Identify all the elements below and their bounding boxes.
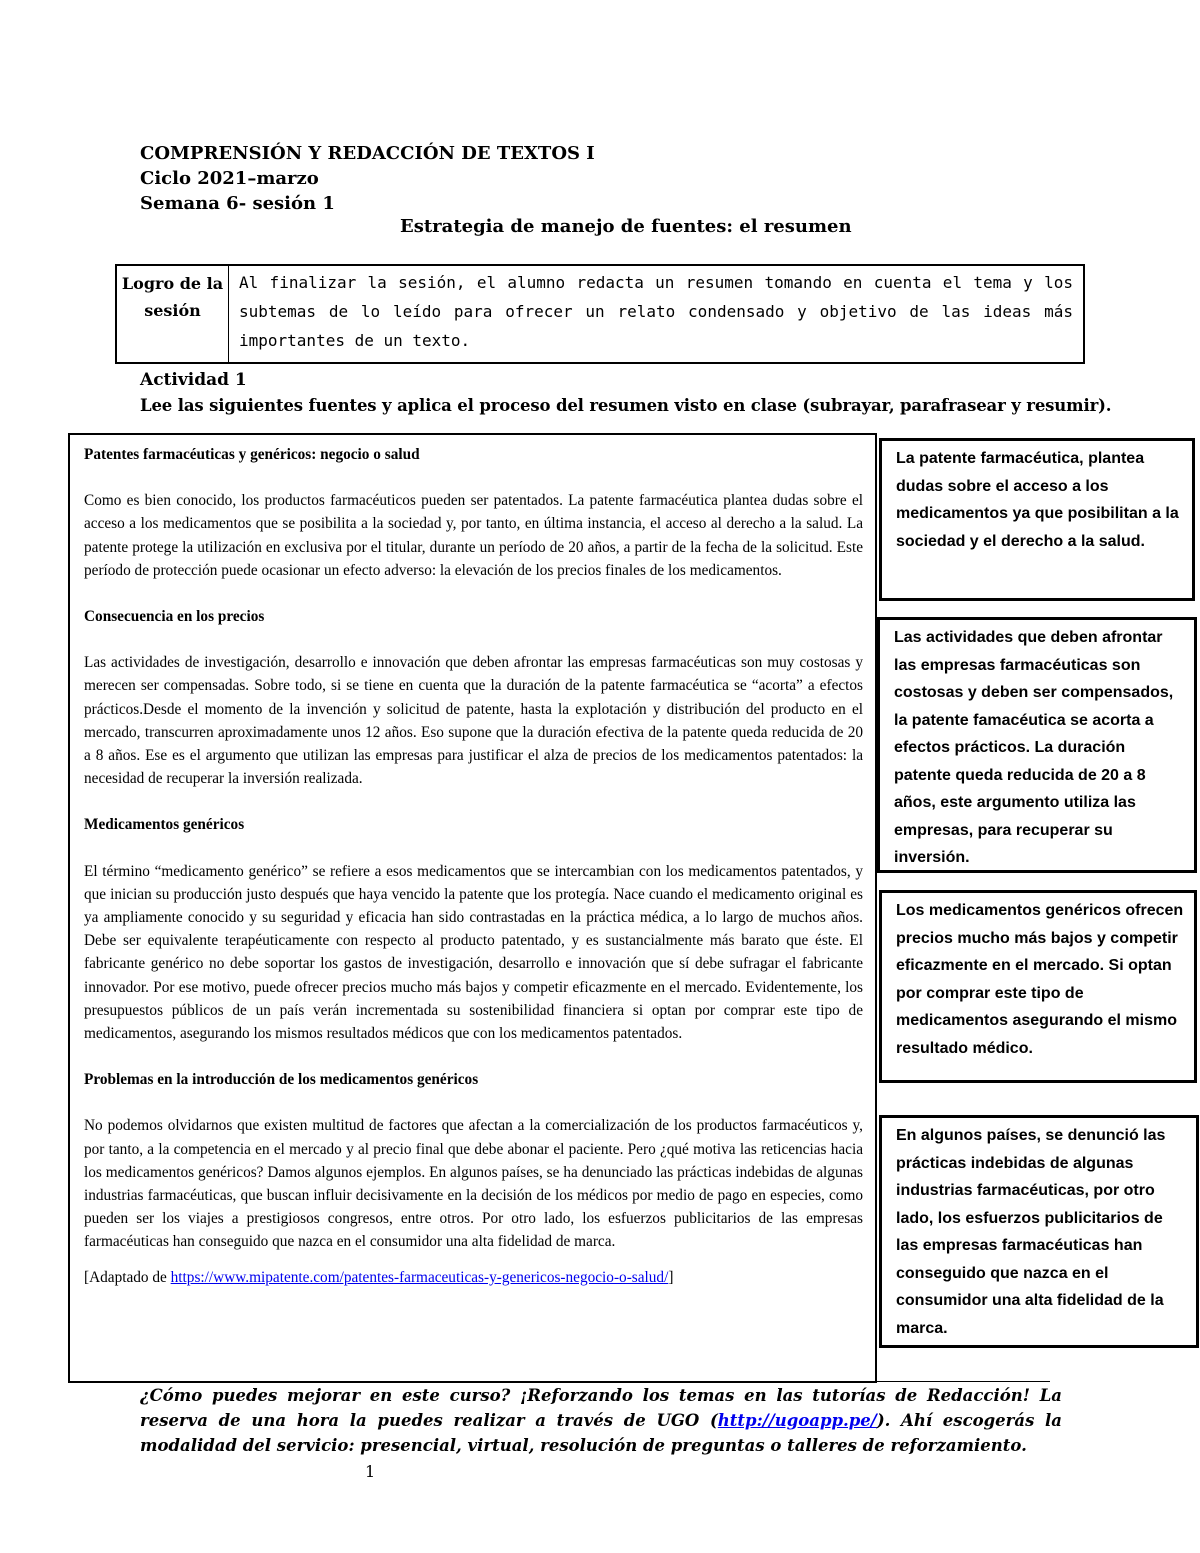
- article-paragraph: Las actividades de investigación, desarrollo e innovación que deben afrontar las empresas farmacéuticas son muy costosas y merecen ser compensadas. Sobre todo, si se tiene en cuenta que la duración de la patente farmacéutica se “acorta” a efectos prácticos.Desde el momento de la invención y solicitud de patente, hasta la explotación y distribución del producto en el mercado, transcurren aproximadamente unos 12 años. Eso supone que la duración efectiva de la patente queda reducida de 20 a 8 años. Ese es el argumento que utilizan las empresas para justificar el alza de precios de los medicamentos patentados: la necesidad de recuperar la inversión realizada.: [84, 654, 863, 788]
- session-goal-table: [115, 264, 1085, 364]
- citation-suffix: ]: [668, 1268, 674, 1286]
- source-citation: [84, 1266, 863, 1289]
- summary-note-3: Los medicamentos genéricos ofrecen precios mucho más bajos y competir eficazmente en el mercado. Si optan por comprar este tipo de medicamentos asegurando el mismo resultado médico.: [879, 890, 1197, 1083]
- footer-divider: [140, 1381, 1050, 1382]
- session-goal-label: Logro de la sesión: [117, 266, 229, 362]
- promo-text-before: ¿Cómo puedes mejorar en este curso? ¡Reforzando los temas en las tutorías de Redacción! La reserva de una hora la puedes realizar a través de UGO (: [140, 1386, 1062, 1430]
- activity-title: Actividad 1: [140, 370, 247, 390]
- cycle-label: Ciclo 2021–marzo: [140, 168, 319, 189]
- summary-note-4: En algunos países, se denunció las prácticas indebidas de algunas industrias farmacéuticas, por otro lado, los esfuerzos publicitarios de las empresas farmacéuticas han conseguido que nazca en el consumidor una alta fidelidad de la marca.: [879, 1115, 1199, 1348]
- ugo-link[interactable]: http://ugoapp.pe/: [717, 1411, 877, 1430]
- section-heading-generics: Medicamentos genéricos: [84, 816, 245, 834]
- summary-note-1: La patente farmacéutica, plantea dudas sobre el acceso a los medicamentos ya que posibilitan a la sociedad y el derecho a la salud.: [879, 438, 1195, 601]
- citation-prefix: [Adaptado de: [84, 1268, 171, 1286]
- tutoring-promo: [140, 1383, 1062, 1458]
- article-paragraph: Como es bien conocido, los productos farmacéuticos pueden ser patentados. La patente farmacéutica plantea dudas sobre el acceso a los medicamentos que se posibilita a la sociedad y, por tanto, en última instancia, el acceso al derecho a la salud. La patente protege la utilización en exclusiva por el titular, durante un período de 20 años, a partir de la fecha de la solicitud. Este período de protección puede ocasionar un efecto adverso: la elevación de los precios finales de los medicamentos.: [84, 492, 863, 579]
- section-heading-prices: Consecuencia en los precios: [84, 608, 265, 626]
- section-heading-problems: Problemas en la introducción de los medicamentos genéricos: [84, 1071, 479, 1089]
- article-paragraph: El término “medicamento genérico” se refiere a esos medicamentos que se intercambian con los medicamentos patentados, y que inician su producción justo después que haya vencido la patente que los protegía. Nace cuando el medicamento original es ya ampliamente conocido y su seguridad y eficacia han sido contrastadas en la práctica médica, a lo largo de muchos años. Debe ser equivalente terapéuticamente con respecto al producto patentado, y es sustancialmente más barato que éste. El fabricante genérico no debe soportar los gastos de investigación, desarrollo e innovación que sí debe sufragar el fabricante innovador. Por ese motivo, puede ofrecer precios mucho más bajos y competir eficazmente en el mercado. Evidentemente, los presupuestos públicos de un país verán incrementada su sostenibilidad financiera si optan por comprar este tipo de medicamentos, asegurando los mismos resultados médicos que con los medicamentos patentados.: [84, 862, 863, 1043]
- strategy-title: Estrategia de manejo de fuentes: el resumen: [400, 216, 852, 237]
- session-goal-text: Al finalizar la sesión, el alumno redacta un resumen tomando en cuenta el tema y los subtemas de lo leído para ofrecer un relato condensado y objetivo de las ideas más importantes de un texto.: [239, 273, 1073, 350]
- promo-text-after: ). Ahí escogerás la modalidad del servicio: presencial, virtual, resolución de preguntas o talleres de reforzamiento.: [140, 1411, 1062, 1455]
- article-paragraph: No podemos olvidarnos que existen multitud de factores que afectan a la comercialización de los productos farmacéuticos y, por tanto, a la competencia en el mercado y al precio final que debe abonar el paciente. Pero ¿qué motiva las reticencias hacia los medicamentos genéricos? Damos algunos ejemplos. En algunos países, se ha denunciado las prácticas indebidas de algunas industrias farmacéuticas, que buscan influir decisivamente en la decisión de los médicos por medio de pago en especies, como pueden ser los viajes a prestigiosos congresos, entre otros. Por otro lado, los esfuerzos publicitarios de las empresas farmacéuticas han conseguido que nazca en el consumidor una alta fidelidad de marca.: [84, 1117, 863, 1251]
- activity-instructions: Lee las siguientes fuentes y aplica el proceso del resumen visto en clase (subrayar, parafrasear y resumir).: [140, 396, 1112, 415]
- source-link[interactable]: https://www.mipatente.com/patentes-farmaceuticas-y-genericos-negocio-o-salud/: [170, 1268, 669, 1286]
- course-title: COMPRENSIÓN Y REDACCIÓN DE TEXTOS I: [140, 143, 595, 164]
- page-number: 1: [365, 1462, 376, 1481]
- week-session-label: Semana 6- sesión 1: [140, 193, 335, 214]
- summary-note-2: Las actividades que deben afrontar las empresas farmacéuticas son costosas y deben ser compensados, la patente famacéutica se acorta a efectos prácticos. La duración patente queda reducida de 20 a 8 años, este argumento utiliza las empresas, para recuperar su inversión.: [877, 617, 1197, 873]
- article-title: Patentes farmacéuticas y genéricos: negocio o salud: [84, 446, 420, 463]
- source-article: [68, 433, 877, 1383]
